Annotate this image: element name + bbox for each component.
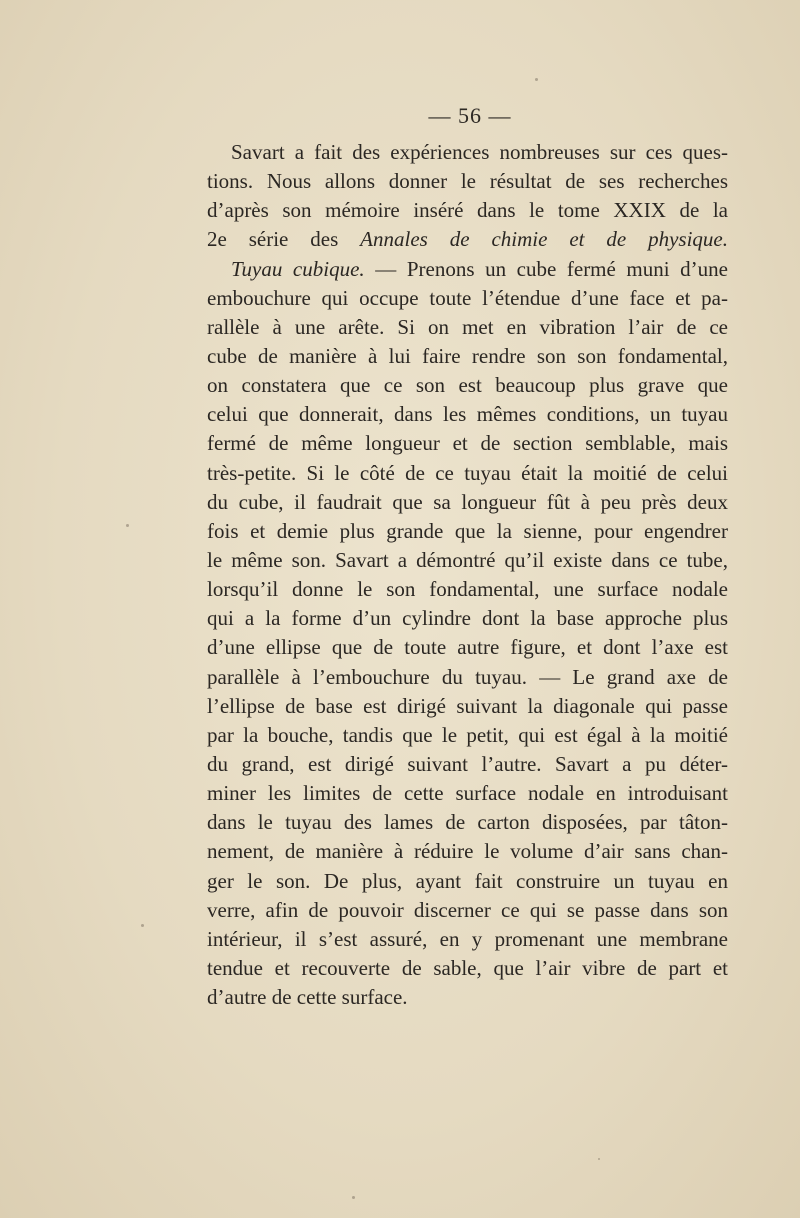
text-line: cube de manière à lui faire rendre son son fondamental, <box>207 343 728 368</box>
text-line: fois et demie plus grande que la sienne, pour engendrer <box>207 518 728 543</box>
text-line: rallèle à une arête. Si on met en vibration l’air de ce <box>207 314 728 339</box>
paper-speck <box>352 1196 355 1199</box>
text-line: qui a la forme d’un cylindre dont la base approche plus <box>207 606 728 631</box>
text-line: du grand, est dirigé suivant l’autre. Savart a pu déter- <box>207 751 728 776</box>
text-line: celui que donnerait, dans les mêmes conditions, un tuyau <box>207 402 728 427</box>
text-line: parallèle à l’embouchure du tuyau. — Le grand axe de <box>207 664 728 689</box>
paper-speck <box>141 924 144 927</box>
text-line: dans le tuyau des lames de carton disposées, par tâton- <box>207 810 728 835</box>
text-line: l’ellipse de base est dirigé suivant la diagonale qui passe <box>207 693 728 718</box>
text-line: embouchure qui occupe toute l’étendue d’une face et pa- <box>207 285 728 310</box>
text-line-suffix: — Prenons un cube fermé muni d’une <box>364 256 728 281</box>
text-line: miner les limites de cette surface nodale en introduisant <box>207 781 728 806</box>
paper-speck <box>598 1158 600 1160</box>
text-line: d’après son mémoire inséré dans le tome XXIX de la <box>207 198 728 223</box>
section-heading: Tuyau cubique. <box>231 256 365 281</box>
journal-title: Annales de chimie et de physique. <box>360 227 729 252</box>
text-line: fermé de même longueur et de section semblable, mais <box>207 431 728 456</box>
text-line: nement, de manière à réduire le volume d’air sans chan- <box>207 839 728 864</box>
text-line: tendue et recouverte de sable, que l’air vibre de part et <box>207 955 728 980</box>
text-line: d’une ellipse que de toute autre figure, et dont l’axe est <box>207 635 728 660</box>
text-line: du cube, il faudrait que sa longueur fût à peu près deux <box>207 489 728 514</box>
text-line: ger le son. De plus, ayant fait construire un tuyau en <box>207 868 728 893</box>
text-line <box>207 255 728 284</box>
text-line: d’autre de cette surface. <box>207 985 408 1010</box>
page-number: — 56 — <box>428 103 512 128</box>
text-line: tions. Nous allons donner le résultat de ses recherches <box>207 169 728 194</box>
text-line: lorsqu’il donne le son fondamental, une surface nodale <box>207 577 728 602</box>
text-line: par la bouche, tandis que le petit, qui est égal à la moitié <box>207 722 728 747</box>
text-line <box>207 225 728 254</box>
body-text <box>207 138 728 1012</box>
text-line: verre, afin de pouvoir discerner ce qui se passe dans son <box>207 897 728 922</box>
text-line: le même son. Savart a démontré qu’il existe dans ce tube, <box>207 547 728 572</box>
text-line: intérieur, il s’est assuré, en y promenant une membrane <box>207 926 728 951</box>
text-line-prefix: 2e série des <box>207 227 361 252</box>
paper-speck <box>126 524 129 527</box>
text-line: on constatera que ce son est beaucoup plus grave que <box>207 373 728 398</box>
text-line: très-petite. Si le côté de ce tuyau était la moitié de celui <box>207 460 728 485</box>
text-line: Savart a fait des expériences nombreuses sur ces ques- <box>231 140 728 164</box>
paper-speck <box>535 78 538 81</box>
